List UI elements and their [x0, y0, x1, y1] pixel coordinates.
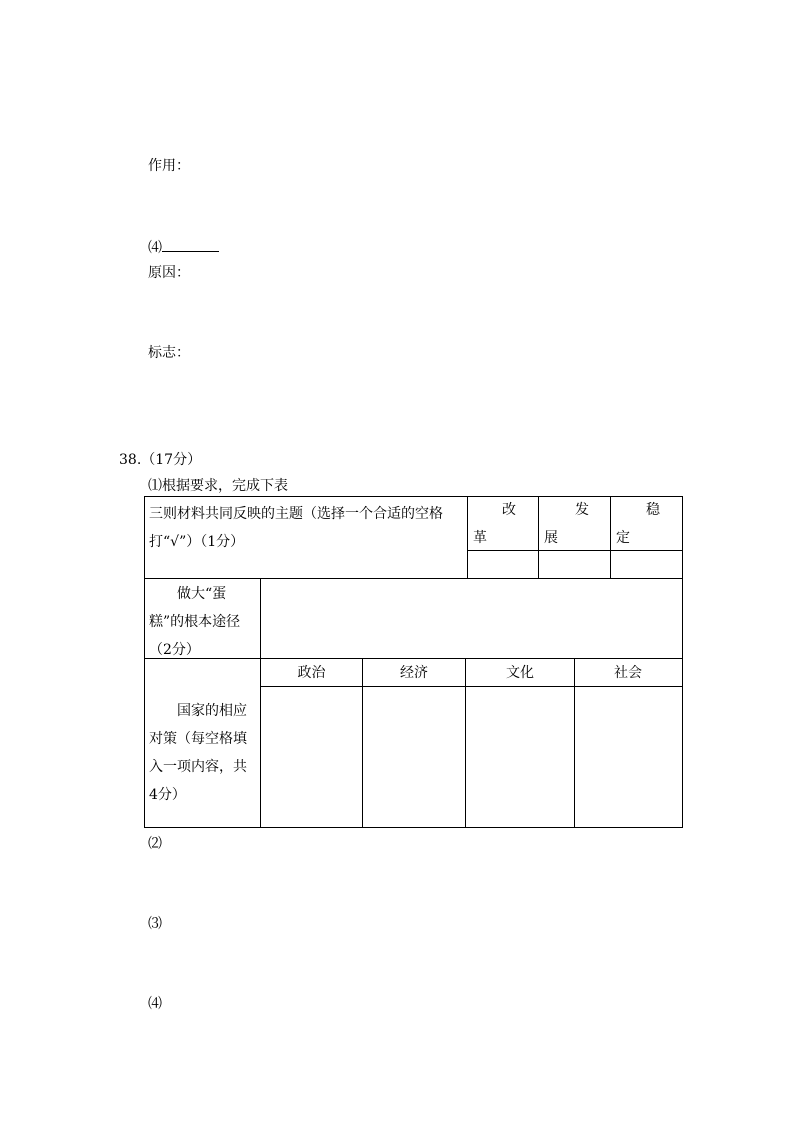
- cake-label: 做大“蛋糕”的根本途径（2分）: [149, 586, 241, 658]
- header-economy: 经济: [400, 665, 428, 681]
- policy-cell-culture[interactable]: [466, 687, 574, 826]
- policy-cell-society[interactable]: [575, 687, 681, 826]
- item-4-line: [148, 237, 219, 257]
- effect-label: 作用：: [148, 158, 190, 174]
- theme-label: 三则材料共同反映的主题（选择一个合适的空格打“√”）（1分）: [149, 506, 443, 550]
- header-society: 社会: [614, 665, 642, 681]
- question-38-number: 38.（17分）: [119, 452, 202, 468]
- answer-blank[interactable]: [162, 237, 219, 252]
- option-develop-bottom: 展: [544, 530, 558, 546]
- option-develop-top: 发: [575, 502, 589, 518]
- reason-label: 原因：: [148, 265, 190, 281]
- option-reform-top: 改: [502, 502, 516, 518]
- question-38-part2: ⑵: [148, 836, 162, 852]
- theme-grid: [144, 496, 682, 827]
- option-reform-bottom: 革: [473, 530, 487, 546]
- question-38-part4: ⑷: [148, 996, 162, 1012]
- check-cell-reform[interactable]: [468, 551, 538, 578]
- question-38-part1: ⑴根据要求，完成下表: [148, 478, 288, 494]
- check-cell-develop[interactable]: [539, 551, 610, 578]
- policy-cell-economy[interactable]: [363, 687, 465, 826]
- question-38-part3: ⑶: [148, 916, 162, 932]
- check-cell-stable[interactable]: [611, 551, 681, 578]
- item-4-label: ⑷: [148, 240, 162, 256]
- policy-label: 国家的相应对策（每空格填入一项内容，共4分）: [149, 703, 247, 803]
- sign-label: 标志：: [148, 345, 190, 361]
- option-stable-bottom: 定: [616, 530, 630, 546]
- option-stable-top: 稳: [646, 502, 660, 518]
- header-politics: 政治: [297, 665, 326, 681]
- cake-answer-cell[interactable]: [261, 579, 681, 658]
- header-culture: 文化: [506, 665, 534, 681]
- policy-cell-politics[interactable]: [261, 687, 362, 826]
